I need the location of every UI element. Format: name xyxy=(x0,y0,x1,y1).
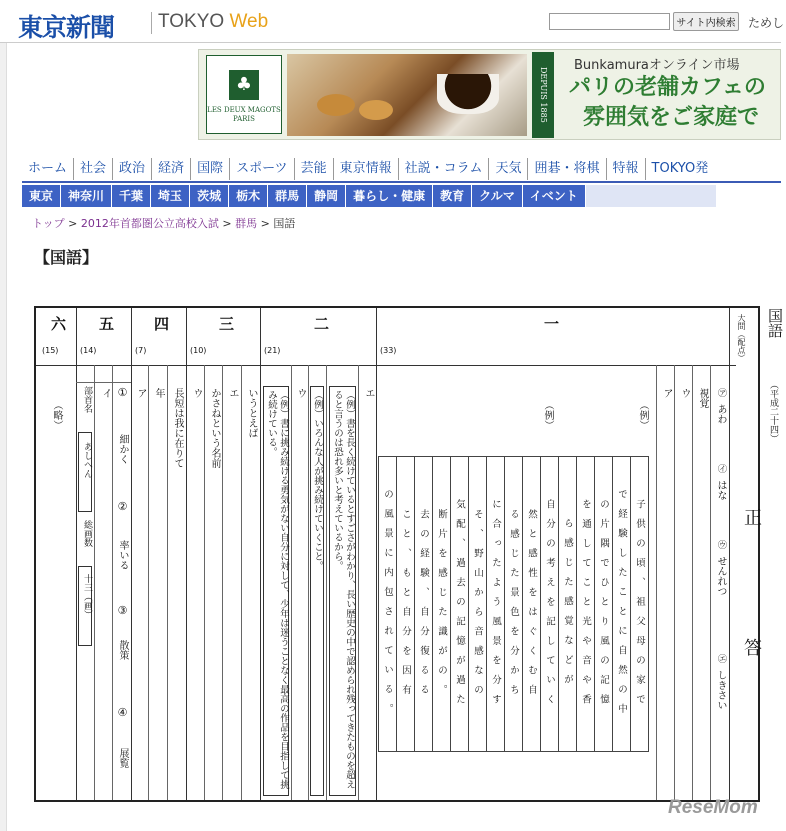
region-tab[interactable]: 茨城 xyxy=(190,185,228,207)
nav-item[interactable]: スポーツ xyxy=(229,158,293,180)
sub-divider xyxy=(148,365,149,800)
ad-banner[interactable] xyxy=(198,49,781,140)
header-divider xyxy=(0,42,781,43)
sub-divider xyxy=(204,365,205,800)
grid-column: で経験したことに自然の中 xyxy=(613,457,631,752)
grid-column: ら感じた感覚などが xyxy=(559,457,577,752)
breadcrumb xyxy=(32,215,295,231)
q5-num-2: ② xyxy=(116,500,129,513)
q5-num-3: ③ xyxy=(116,604,129,617)
grid-column: 断片を感じた識がの。 xyxy=(433,457,451,752)
q2-answer-2: （例）書を長く続けているとすごさがわかり、長い歴史の中で認められ残ってきたものを超えると言うのは恐れ多いと考えているから。 xyxy=(332,390,355,789)
grid-column: を通してこと光や音や香 xyxy=(577,457,595,752)
header-label: 大問（配点） xyxy=(737,314,746,362)
region-tab[interactable]: クルマ xyxy=(472,185,522,207)
region-tab[interactable]: 神奈川 xyxy=(61,185,111,207)
section-points: (33) xyxy=(380,346,397,355)
sub-divider xyxy=(241,365,242,800)
grid-column: の風景に内包されている。 xyxy=(379,457,397,752)
breadcrumb-link[interactable]: 群馬 xyxy=(235,217,258,230)
sub-divider xyxy=(222,365,223,800)
sheet-year: （平成二十四） xyxy=(768,380,778,443)
region-tab[interactable]: 暮らし・健康 xyxy=(346,185,432,207)
grid-column: 去の経験、自分復るる xyxy=(415,457,433,752)
q5-num-1: ① xyxy=(116,386,129,399)
breadcrumb-separator: > xyxy=(64,217,81,230)
nav-item[interactable]: 芸能 xyxy=(294,158,333,180)
q1-kana-4: しきさい xyxy=(715,670,726,710)
primary-nav xyxy=(22,158,714,180)
q4-answer-1: 長短は我に在りて xyxy=(172,388,183,468)
q5-choice: イ xyxy=(100,388,111,398)
grid-column: の片隅でひとり風の記憶 xyxy=(595,457,613,752)
q3-answer-3: かさねという名前 xyxy=(209,388,220,468)
grid-column: 自分の考えを記していく xyxy=(541,457,559,752)
answer-sheet-image xyxy=(34,306,760,802)
q3-answer-4: ウ xyxy=(191,388,202,398)
logo-separator xyxy=(151,12,152,34)
section-number: 一 xyxy=(542,316,560,331)
q1-answer-1: 視覚 xyxy=(697,388,708,408)
banner-subtitle: Bunkamuraオンライン市場 xyxy=(574,58,740,73)
nav-item[interactable]: 東京情報 xyxy=(333,158,398,180)
section-divider xyxy=(260,308,261,800)
section-number: 四 xyxy=(152,316,170,331)
resemom-watermark: ReseMom xyxy=(668,797,758,818)
banner-photo xyxy=(287,54,527,136)
section-number: 五 xyxy=(97,316,115,331)
q1-example-label: （例） xyxy=(542,400,553,430)
section-divider xyxy=(131,308,132,800)
breadcrumb-separator: > xyxy=(257,217,274,230)
nav-filler xyxy=(586,185,716,207)
nav-divider xyxy=(22,181,781,183)
grid-column: そ、野山から音感なの xyxy=(469,457,487,752)
sub-divider xyxy=(94,365,95,800)
q6-answer: （略） xyxy=(51,400,62,430)
q2-answer-5: （例）書に挑み続ける勇気がない自分に対して、少年は迷うことなく最高の作品を目指して挑み続けている。 xyxy=(266,390,289,789)
q1-kana-1: あわ xyxy=(715,404,726,424)
q4-answer-2: 年 xyxy=(153,388,164,398)
search-input[interactable] xyxy=(549,13,670,30)
madeleine-image xyxy=(359,100,393,120)
region-tab[interactable]: 群馬 xyxy=(268,185,306,207)
section-points: (7) xyxy=(135,346,147,355)
q4-choice: ア xyxy=(135,388,146,398)
breadcrumb-separator: > xyxy=(218,217,236,230)
nav-item[interactable]: 天気 xyxy=(488,158,527,180)
sheet-header-line xyxy=(36,365,736,366)
composition-grid xyxy=(378,456,649,752)
q5-kanji-1: 細かく xyxy=(117,434,128,464)
banner-headline-1: パリの老舗カフェの xyxy=(569,74,766,100)
nav-item[interactable]: 特報 xyxy=(606,158,645,180)
nav-item[interactable]: ホーム xyxy=(28,161,68,176)
sheet-subject-title: 国語 xyxy=(766,308,784,338)
section-divider xyxy=(729,308,730,800)
q3-answer-2: エ xyxy=(227,388,238,398)
nav-item[interactable]: 社会 xyxy=(73,158,112,180)
breadcrumb-link[interactable]: トップ xyxy=(32,217,65,230)
page-title: 【国語】 xyxy=(34,248,99,267)
coffee-cup-image xyxy=(437,74,499,114)
q2-answer-4: ウ xyxy=(295,388,306,398)
banner-logo xyxy=(206,55,282,134)
section-points: (10) xyxy=(190,346,207,355)
site-logo-sub[interactable] xyxy=(158,11,268,33)
correct-answer-label: 答 xyxy=(741,638,762,656)
sub-divider xyxy=(656,365,657,800)
region-tab[interactable]: 静岡 xyxy=(307,185,345,207)
club-icon: ♣ xyxy=(229,70,259,100)
correct-answer-label: 正 xyxy=(741,508,762,526)
sub-divider xyxy=(167,365,168,800)
grid-column: に合ったよう風景を分す xyxy=(487,457,505,752)
q5-stroke-value: 十三（画） xyxy=(82,574,92,619)
secondary-nav xyxy=(22,185,716,207)
nav-item[interactable]: 経済 xyxy=(151,158,190,180)
banner-logo-text: LES DEUX MAGOTS PARIS xyxy=(207,106,281,123)
q1-example-label: （例） xyxy=(637,400,648,430)
section-points: (14) xyxy=(80,346,97,355)
q2-answer-3: （例）いろんな人が挑み続けていくこと。 xyxy=(312,390,323,571)
site-search-button[interactable]: サイト内検索 xyxy=(673,12,739,31)
left-gutter xyxy=(0,43,7,831)
region-tab[interactable]: 東京 xyxy=(22,185,60,207)
q1-kana-num-3: ㋒ xyxy=(716,540,726,549)
breadcrumb-current: 国語 xyxy=(273,217,296,230)
sub-divider xyxy=(112,365,113,800)
sub-divider xyxy=(308,365,309,800)
q1-kana-num-1: ㋐ xyxy=(716,388,726,397)
nav-item[interactable]: 囲碁・将棋 xyxy=(527,158,605,180)
q1-answer-3: ア xyxy=(661,388,672,398)
q5-kanji-4: 展覧 xyxy=(117,748,128,768)
region-tab[interactable]: 埼玉 xyxy=(151,185,189,207)
sub-divider xyxy=(692,365,693,800)
q5-radical-value: あしへん xyxy=(82,442,92,478)
grid-column: 気配、過去の記憶が過た xyxy=(451,457,469,752)
section-divider xyxy=(186,308,187,800)
region-tab[interactable]: 千葉 xyxy=(112,185,150,207)
sub-divider xyxy=(326,365,327,800)
q1-kana-2: はな xyxy=(715,480,726,500)
q1-kana-num-2: ㋑ xyxy=(716,464,726,473)
q2-answer-1: エ xyxy=(363,388,374,398)
section-number: 六 xyxy=(49,316,67,331)
breadcrumb-link[interactable]: 2012年首都圏公立高校入試 xyxy=(80,217,219,230)
section-number: 二 xyxy=(312,316,330,331)
sub-divider xyxy=(674,365,675,800)
nav-item[interactable]: TOKYO発 xyxy=(645,158,715,180)
section-divider xyxy=(376,308,377,800)
section-points: (15) xyxy=(42,346,59,355)
grid-column: る感じた景色を分かち xyxy=(505,457,523,752)
sub-divider xyxy=(291,365,292,800)
grid-column: 子供の頃、祖父母の家で xyxy=(631,457,649,752)
q3-answer-1: いうとえば xyxy=(246,388,257,438)
banner-badge: DEPUIS 1885 xyxy=(532,52,554,138)
nav-item[interactable]: 政治 xyxy=(112,158,151,180)
section-points: (21) xyxy=(264,346,281,355)
grid-column: 然と感性をはぐくむ自 xyxy=(523,457,541,752)
try-link[interactable]: ためし xyxy=(748,16,785,30)
q5-radical-label: 部首名 xyxy=(82,386,92,413)
grid-column: こと、もと自分を因有 xyxy=(397,457,415,752)
nav-item[interactable]: 社説・コラム xyxy=(398,158,489,180)
nav-item[interactable]: 国際 xyxy=(190,158,229,180)
q5-kanji-2: 率いる xyxy=(117,540,128,570)
sub-divider xyxy=(710,365,711,800)
section-number: 三 xyxy=(217,316,235,331)
q1-kana-num-4: ㋓ xyxy=(716,654,726,663)
logo-tokyo-text: TOKYO xyxy=(158,11,225,32)
banner-headline-2: 雰囲気をご家庭で xyxy=(583,104,760,130)
q1-kana-3: せんれつ xyxy=(715,556,726,596)
region-tab[interactable]: 教育 xyxy=(433,185,471,207)
sub-divider xyxy=(358,365,359,800)
q5-stroke-label: 総画数 xyxy=(82,520,92,547)
madeleine-image xyxy=(317,94,355,116)
sub-line xyxy=(76,382,131,383)
site-logo[interactable]: 東京新聞 xyxy=(18,13,115,42)
q5-num-4: ④ xyxy=(116,706,129,719)
logo-web-text: Web xyxy=(229,11,269,32)
q1-answer-2: ウ xyxy=(679,388,690,398)
region-tab[interactable]: 栃木 xyxy=(229,185,267,207)
q5-kanji-3: 散策 xyxy=(117,640,128,660)
region-tab[interactable]: イベント xyxy=(523,185,585,207)
